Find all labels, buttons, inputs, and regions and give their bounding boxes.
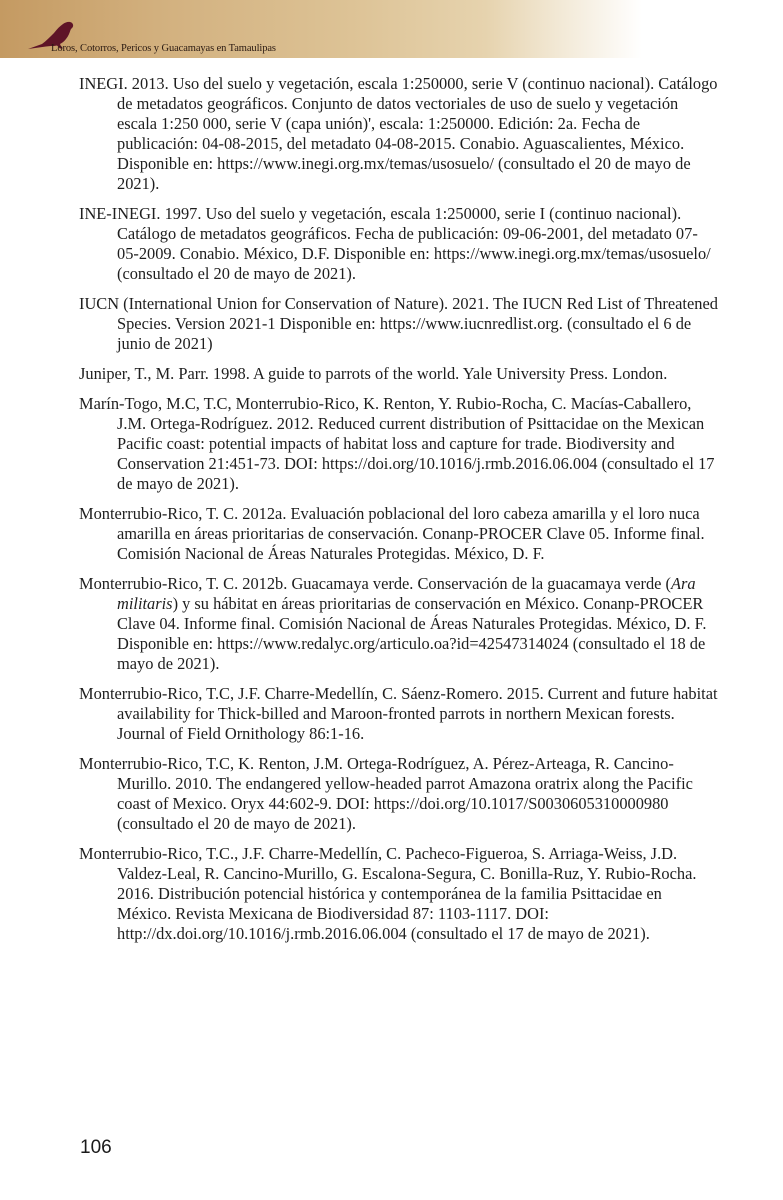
reference-item <box>79 574 719 674</box>
reference-item: Monterrubio-Rico, T. C. 2012a. Evaluación poblacional del loro cabeza amarilla y el loro nuca amarilla en áreas prioritarias de conservación. Conanp-PROCER Clave 05. Informe final. Comisión Nacional de Áreas Naturales Protegidas. México, D. F. <box>79 504 705 563</box>
reference-item: Monterrubio-Rico, T.C, J.F. Charre-Medellín, C. Sáenz-Romero. 2015. Current and future habitat availability for Thick-billed and Maroon-fronted parrots in northern Mexican forests. Journal of Field Ornithology 86:1-16. <box>79 684 718 743</box>
reference-item: Marín-Togo, M.C, T.C, Monterrubio-Rico, K. Renton, Y. Rubio-Rocha, C. Macías-Caballero, J.M. Ortega-Rodríguez. 2012. Reduced current distribution of Psittacidae on the Mexican Pacific coast: potential impacts of habitat loss and capture for trade. Biodiversity and Conservation 21:451-73. DOI: https://doi.org/10.1016/j.rmb.2016.06.004 (consultado el 17 de mayo de 2021). <box>79 394 715 493</box>
running-title: Loros, Cotorros, Pericos y Guacamayas en Tamaulipas <box>51 43 276 54</box>
species-name-italic: Ara militaris <box>117 574 696 613</box>
reference-item: INEGI. 2013. Uso del suelo y vegetación, escala 1:250000, serie V (continuo nacional). Catálogo de metadatos geográficos. Conjunto de datos vectoriales de uso de suelo y vegetación escala 1:250 000, serie V (capa unión)', escala: 1:250000. Edición: 2a. Fecha de publicación: 04-08-2015, del metadato 04-08-2015. Conabio. Aguascalientes, México. Disponible en: https://www.inegi.org.mx/temas/usosuelo/ (consultado el 20 de mayo de 2021). <box>79 74 718 193</box>
reference-item: IUCN (International Union for Conservation of Nature). 2021. The IUCN Red List of Threatened Species. Version 2021-1 Disponible en: https://www.iucnredlist.org. (consultado el 6 de junio de 2021) <box>79 294 718 353</box>
header-band <box>0 0 783 58</box>
reference-list <box>79 74 719 954</box>
reference-item: Juniper, T., M. Parr. 1998. A guide to parrots of the world. Yale University Press. London. <box>79 364 668 383</box>
page-number: 106 <box>80 1137 112 1158</box>
reference-item: INE-INEGI. 1997. Uso del suelo y vegetación, escala 1:250000, serie I (continuo nacional). Catálogo de metadatos geográficos. Fecha de publicación: 09-06-2001, del metadato 07-05-2009. Conabio. México, D.F. Disponible en: https://www.inegi.org.mx/temas/usosuelo/ (consultado el 20 de mayo de 2021). <box>79 204 711 283</box>
reference-text: Monterrubio-Rico, T. C. 2012b. Guacamaya verde. Conservación de la guacamaya verde ( <box>79 574 671 593</box>
reference-item: Monterrubio-Rico, T.C, K. Renton, J.M. Ortega-Rodríguez, A. Pérez-Arteaga, R. Cancino-Murillo. 2010. The endangered yellow-headed parrot Amazona oratrix along the Pacific coast of Mexico. Oryx 44:602-9. DOI: https://doi.org/10.1017/S0030605310000980 (consultado el 20 de mayo de 2021). <box>79 754 693 833</box>
reference-item: Monterrubio-Rico, T.C., J.F. Charre-Medellín, C. Pacheco-Figueroa, S. Arriaga-Weiss, J.D. Valdez-Leal, R. Cancino-Murillo, G. Escalona-Segura, C. Bonilla-Ruz, Y. Rubio-Rocha. 2016. Distribución potencial histórica y contemporánea de la familia Psittacidae en México. Revista Mexicana de Biodiversidad 87: 1103-1117. DOI: http://dx.doi.org/10.1016/j.rmb.2016.06.004 (consultado el 17 de mayo de 2021). <box>79 844 697 943</box>
reference-text: ) y su hábitat en áreas prioritarias de conservación en México. Conanp-PROCER Clave 04. Informe final. Comisión Nacional de Áreas Naturales Protegidas. México, D. F. Disponible en: https://www.redalyc.org/articulo.oa?id=42547314024 (consultado el 18 de mayo de 2021). <box>117 594 707 673</box>
